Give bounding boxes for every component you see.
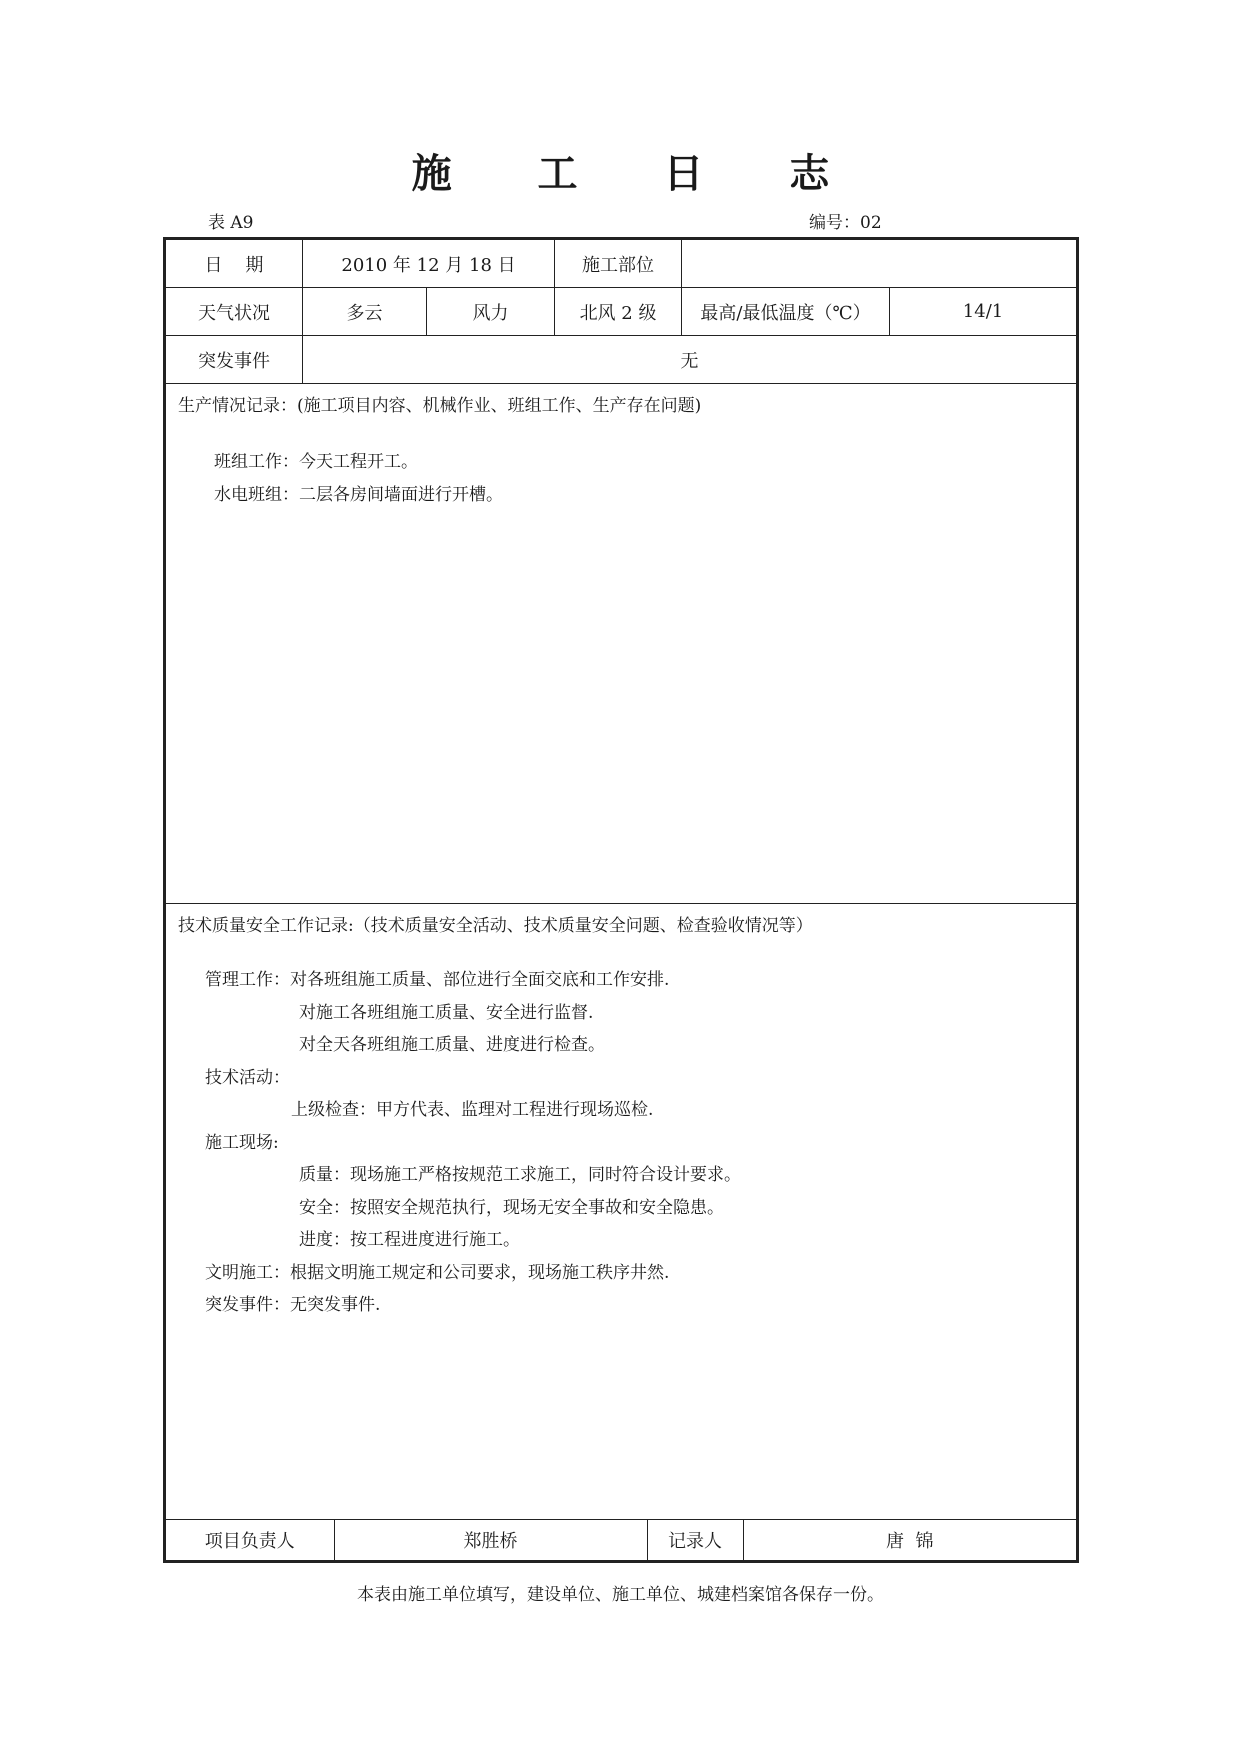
technical-section (166, 904, 1077, 1520)
site-value (682, 240, 1077, 288)
signature-table (166, 1520, 1076, 1560)
technical-line: 安全：按照安全规范执行，现场无安全事故和安全隐患。 (299, 1197, 724, 1218)
form-code: 表 A9 (208, 213, 254, 233)
weather-label: 天气状况 (166, 288, 303, 336)
technical-heading: 技术质量安全工作记录:（技术质量安全活动、技术质量安全问题、检查验收情况等） (178, 916, 813, 936)
recorder-label: 记录人 (647, 1520, 743, 1560)
page-title: 施 工 日 志 (411, 151, 866, 197)
technical-line: 文明施工：根据文明施工规定和公司要求，现场施工秩序井然. (205, 1262, 670, 1283)
date-row (166, 240, 1077, 288)
technical-line: 突发事件：无突发事件. (205, 1295, 381, 1315)
production-line: 班组工作：今天工程开工。 (214, 452, 418, 472)
technical-section-row (166, 904, 1077, 1520)
temperature-value: 14/1 (890, 288, 1077, 336)
footer-note: 本表由施工单位填写，建设单位、施工单位、城建档案馆各保存一份。 (357, 1585, 884, 1605)
production-heading: 生产情况记录：(施工项目内容、机械作业、班组工作、生产存在问题) (178, 396, 702, 416)
date-label: 日 期 (166, 240, 303, 288)
manager-name: 郑胜桥 (334, 1520, 647, 1560)
wind-value: 北风 2 级 (555, 288, 682, 336)
temperature-label: 最高/最低温度（℃） (682, 288, 890, 336)
signature-row (166, 1520, 1077, 1561)
incident-value: 无 (303, 336, 1077, 384)
production-section (166, 384, 1077, 904)
manager-label: 项目负责人 (166, 1520, 334, 1560)
technical-line: 管理工作：对各班组施工质量、部位进行全面交底和工作安排. (205, 970, 670, 990)
technical-line: 进度：按工程进度进行施工。 (299, 1230, 520, 1250)
serial-number: 编号：02 (809, 213, 882, 233)
incident-row (166, 336, 1077, 384)
technical-line: 上级检查：甲方代表、监理对工程进行现场巡检. (291, 1100, 654, 1120)
production-line: 水电班组：二层各房间墙面进行开槽。 (214, 484, 503, 505)
construction-log-table (165, 239, 1077, 1561)
date-value: 2010 年 12 月 18 日 (303, 240, 555, 288)
technical-line: 对施工各班组施工质量、安全进行监督. (299, 1002, 594, 1023)
weather-value: 多云 (303, 288, 427, 336)
recorder-name: 唐 锦 (886, 1531, 934, 1552)
technical-line: 对全天各班组施工质量、进度进行检查。 (299, 1035, 605, 1055)
incident-label: 突发事件 (166, 336, 303, 384)
technical-line: 质量：现场施工严格按规范工求施工，同时符合设计要求。 (299, 1165, 741, 1185)
weather-row (166, 288, 1077, 336)
production-section-row (166, 384, 1077, 904)
wind-label: 风力 (427, 288, 555, 336)
signature-cell (166, 1520, 1077, 1561)
technical-line: 施工现场: (205, 1132, 279, 1153)
technical-line: 技术活动： (205, 1067, 290, 1088)
site-label: 施工部位 (555, 240, 682, 288)
